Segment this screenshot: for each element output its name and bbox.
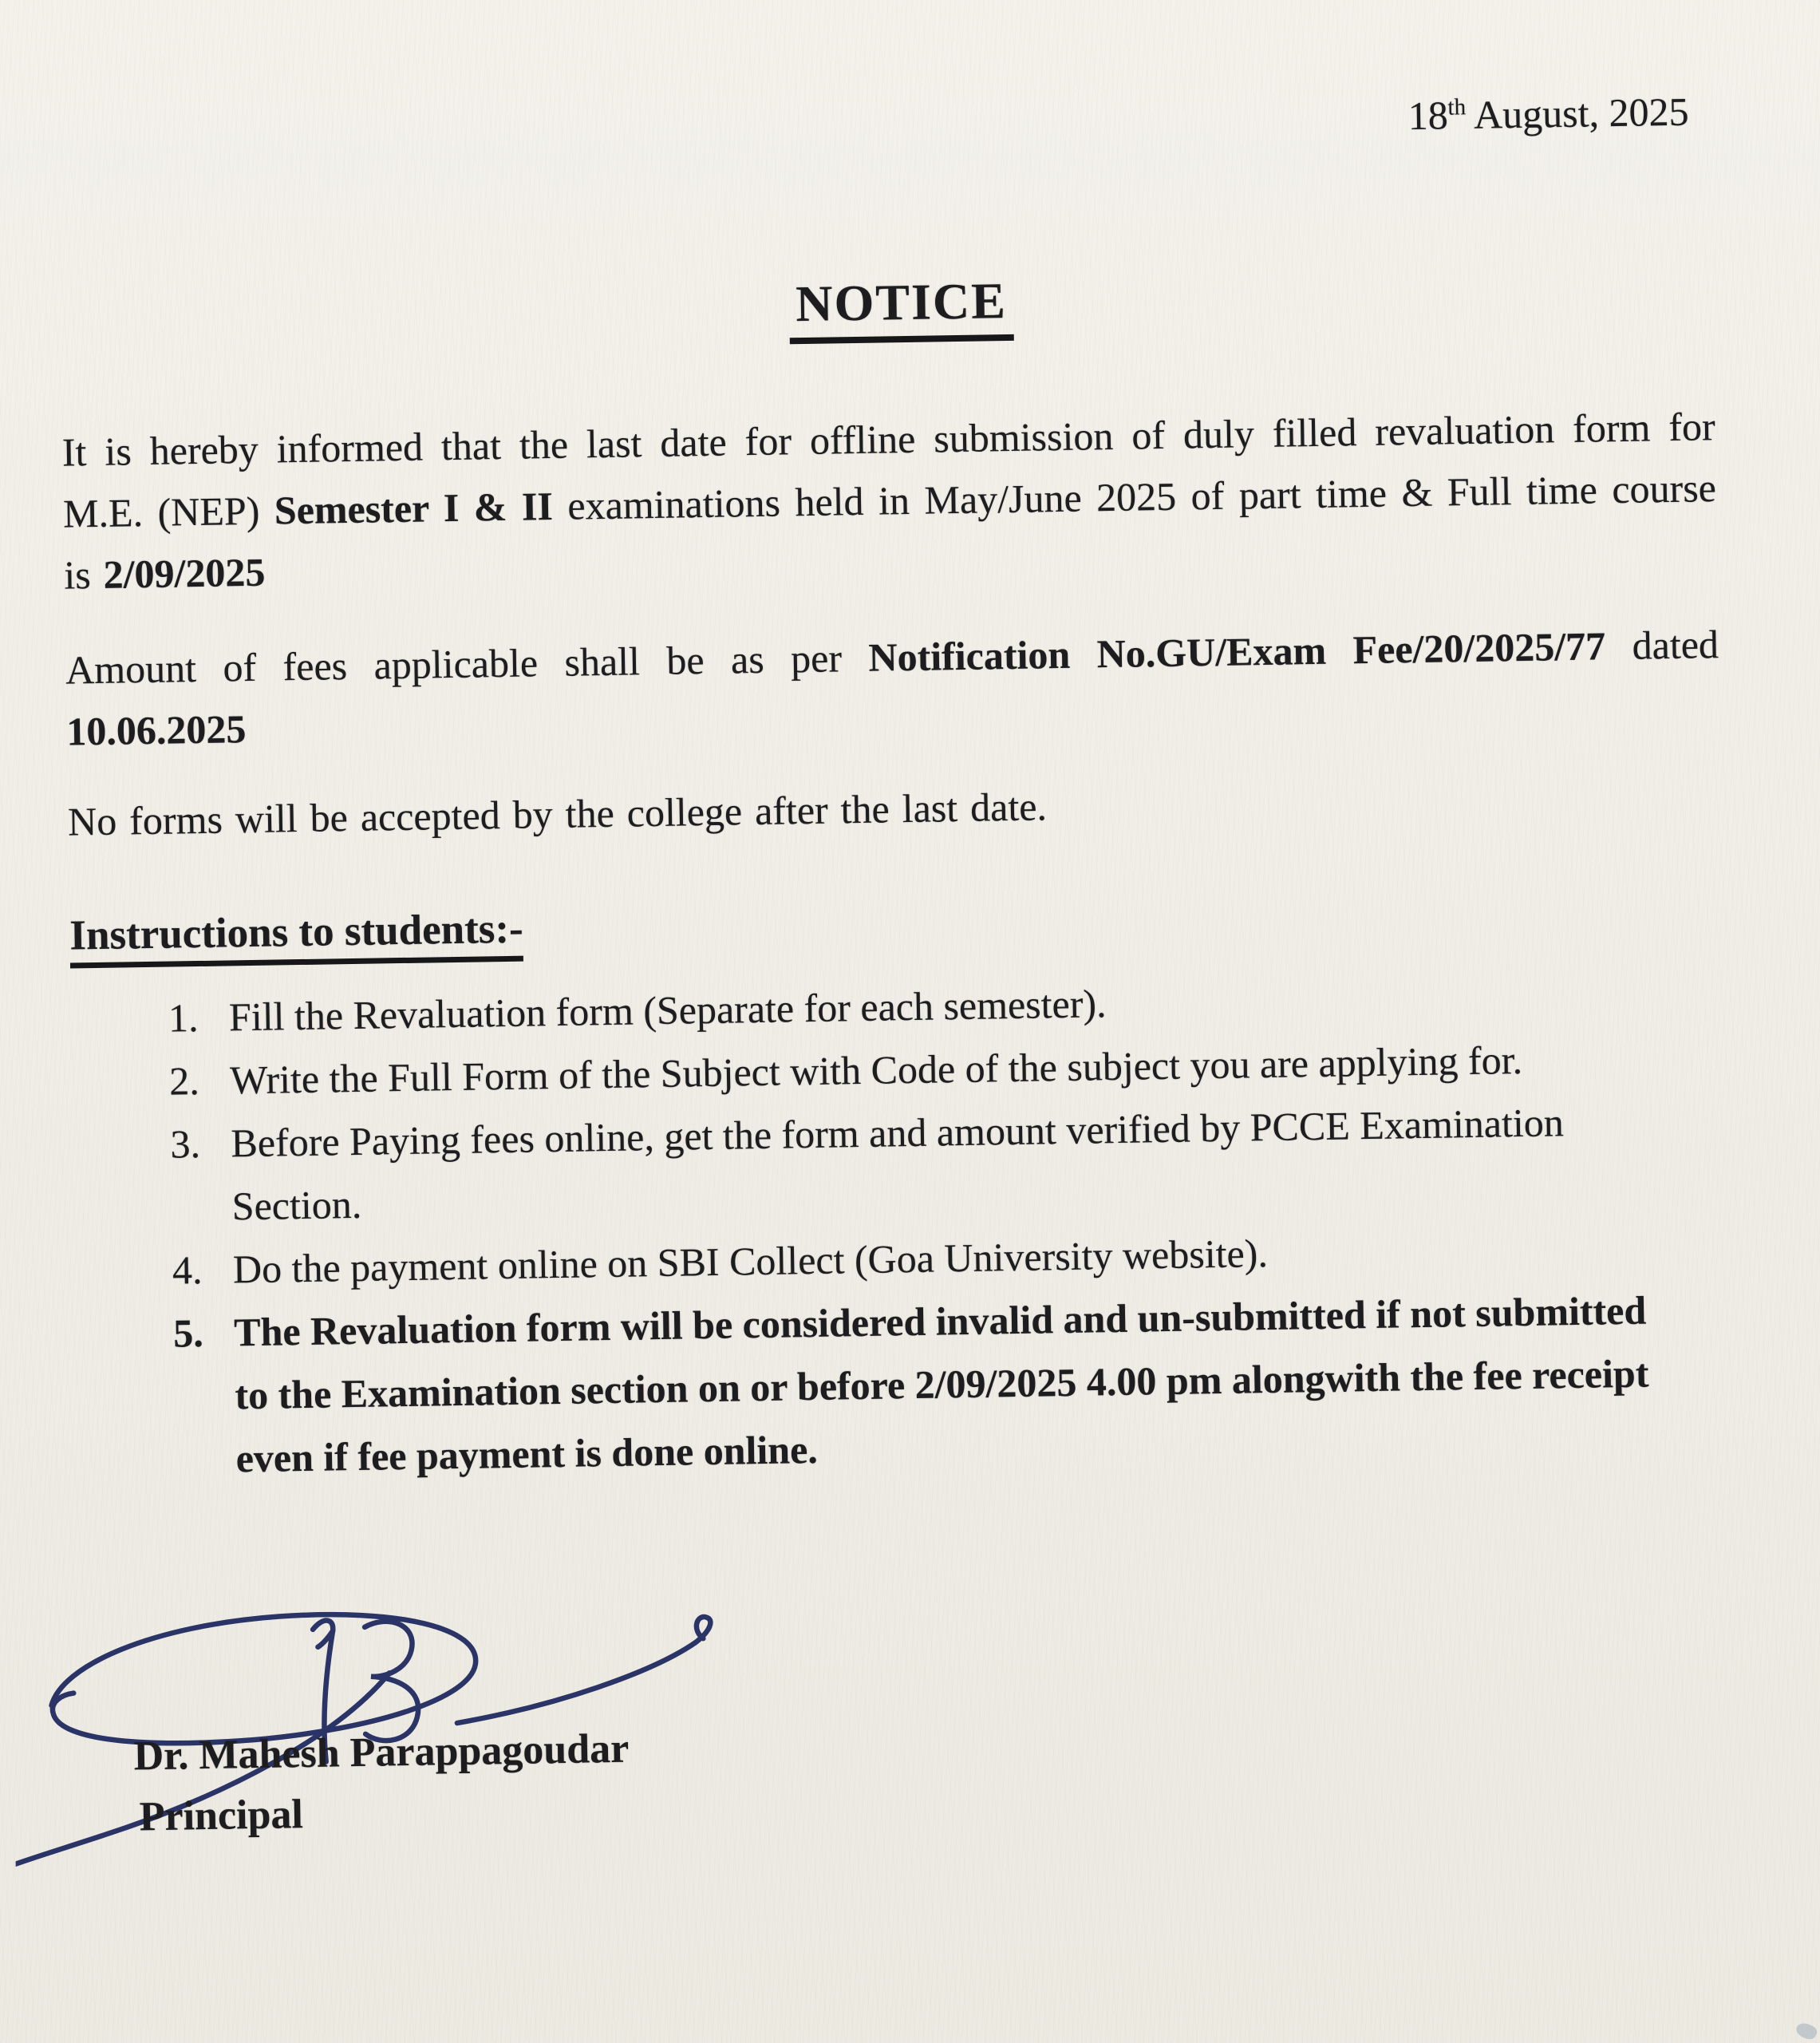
instructions-heading: Instructions to students:- xyxy=(69,905,523,969)
date-line xyxy=(1407,89,1689,140)
intro-paragraph xyxy=(61,396,1717,607)
instructions-list xyxy=(168,962,1739,1492)
instruction-text: Write the Full Form of the Subject with Code of the subject you are applying for. xyxy=(229,1037,1523,1103)
instruction-number: 1. xyxy=(168,995,199,1041)
date-ordinal-suffix: th xyxy=(1447,94,1467,121)
instruction-text: Before Paying fees online, get the form and amount verified by PCCE Examination Section. xyxy=(231,1100,1565,1229)
title-row xyxy=(0,259,1812,357)
notification-date-bold-text: 10.06.2025 xyxy=(65,706,247,754)
signatory-title: Principal xyxy=(139,1792,304,1840)
notice-title: NOTICE xyxy=(789,271,1014,344)
intro-text-2: examinations held in May/June 2025 of part time & Full time course is xyxy=(63,465,1717,598)
intro-text-1: It is hereby informed that the last date for offline submission of duly filled revaluation form for M.E. (NEP) xyxy=(61,404,1716,536)
instruction-number: 3. xyxy=(170,1121,201,1167)
instruction-item-3 xyxy=(170,1089,1735,1239)
signatory-name: Dr. Mahesh Parappagoudar xyxy=(133,1725,630,1780)
instruction-text: The Revaluation form will be considered invalid and un-submitted if not submitted to the Examination section on or before 2/09/2025 4.00 pm alongwith the fee receipt even if fee payment is done online. xyxy=(233,1287,1649,1481)
instruction-number: 5. xyxy=(172,1310,204,1356)
instruction-number: 4. xyxy=(172,1247,203,1293)
fees-text-2: dated xyxy=(1605,622,1719,669)
instruction-text: Fill the Revaluation form (Separate for each semester). xyxy=(228,981,1107,1040)
fees-paragraph xyxy=(65,614,1720,763)
fees-text-1: Amount of fees applicable shall be as per xyxy=(65,634,869,693)
instruction-number: 2. xyxy=(168,1058,200,1104)
date-rest: August, 2025 xyxy=(1465,89,1689,137)
instruction-item-5 xyxy=(173,1278,1739,1492)
last-date-bold-text: 2/09/2025 xyxy=(103,549,266,597)
instruction-text: Do the payment online on SBI Collect (Goa University website). xyxy=(232,1231,1269,1292)
semester-bold-text: Semester I & II xyxy=(274,483,554,533)
notification-number-bold-text: Notification No.GU/Exam Fee/20/2025/77 xyxy=(868,623,1606,680)
date-day: 18 xyxy=(1407,93,1449,139)
deadline-paragraph: No forms will be accepted by the college after the last date. xyxy=(67,784,1048,844)
